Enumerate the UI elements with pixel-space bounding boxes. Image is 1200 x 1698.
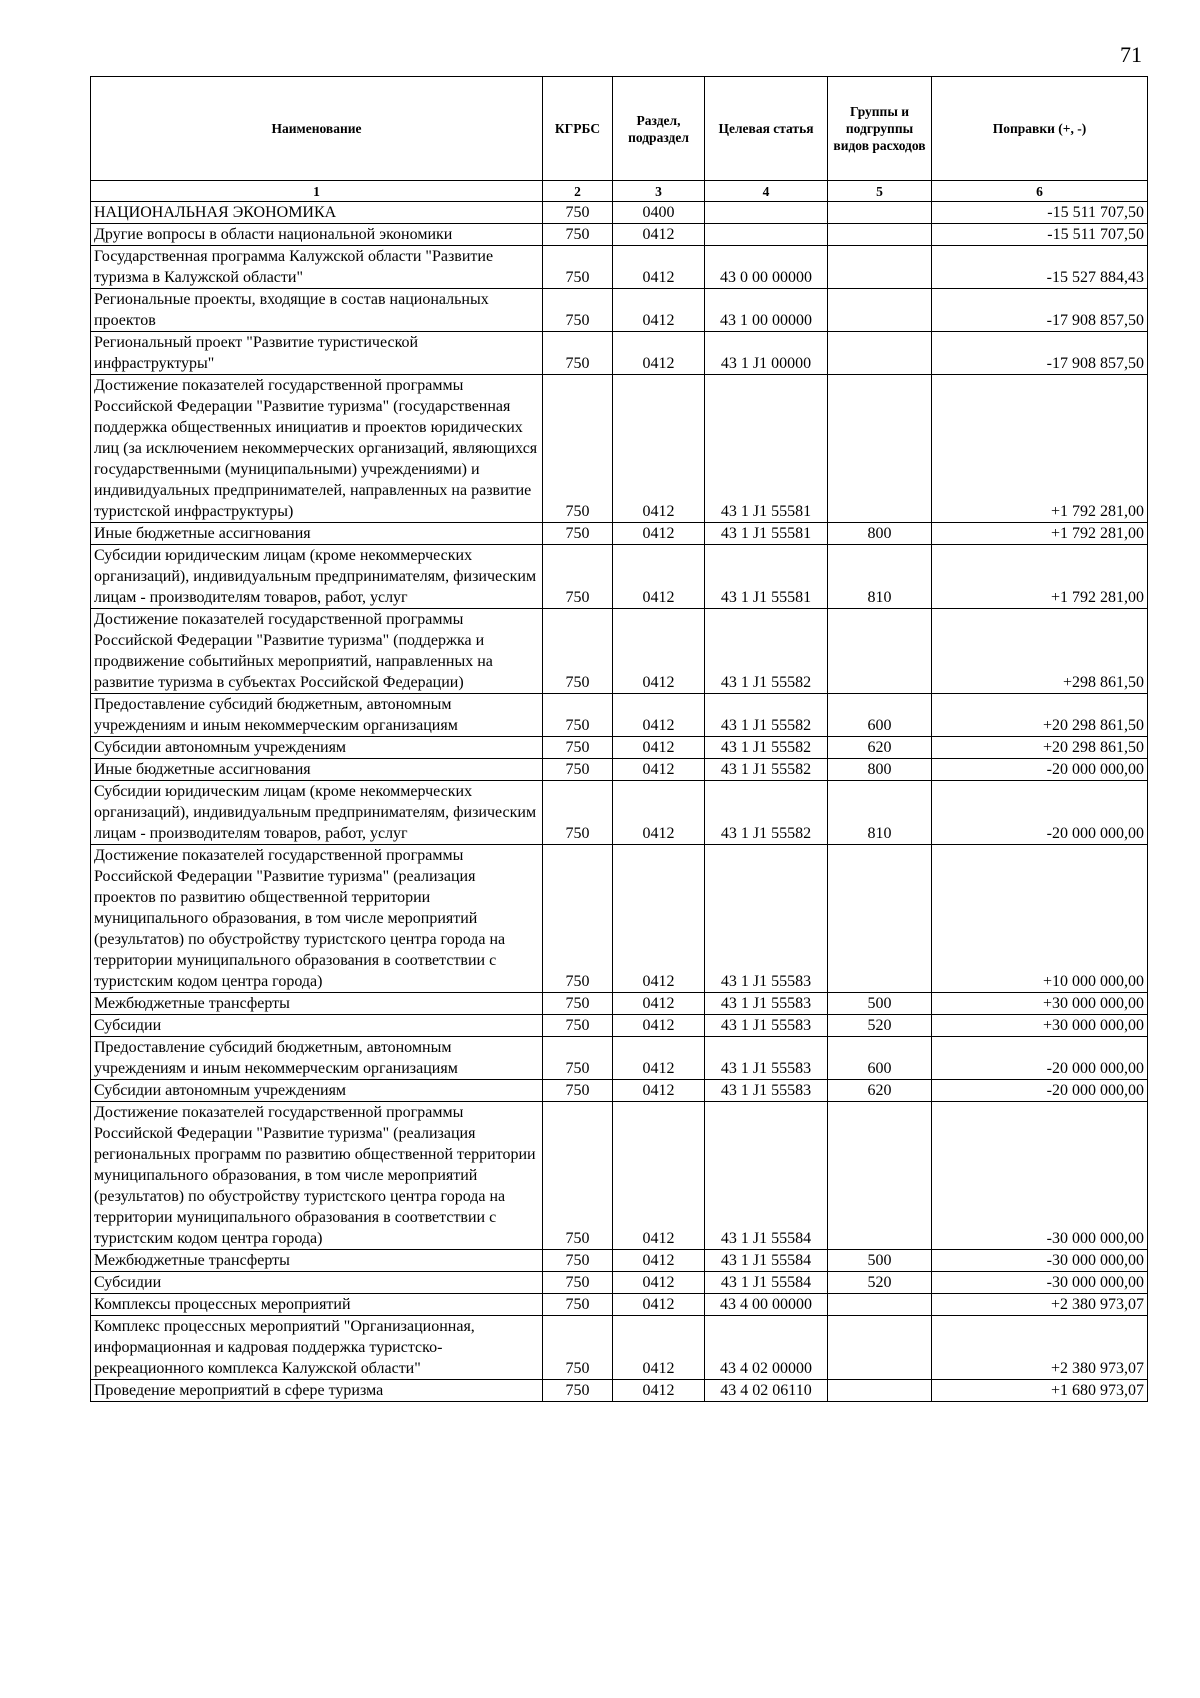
row-section: 0412: [613, 1015, 705, 1037]
table-row: [91, 694, 1148, 737]
table-body: [91, 202, 1148, 1402]
row-group: [828, 1380, 932, 1402]
table-row: [91, 523, 1148, 545]
row-name: Проведение мероприятий в сфере туризма: [91, 1380, 543, 1402]
header-amount: Поправки (+, -): [932, 77, 1148, 181]
row-section: 0412: [613, 781, 705, 845]
row-section: 0412: [613, 993, 705, 1015]
row-kgrbs: 750: [543, 1037, 613, 1080]
row-section: 0412: [613, 1294, 705, 1316]
table-row: [91, 993, 1148, 1015]
row-group: 800: [828, 759, 932, 781]
row-name: Достижение показателей государственной программы Российской Федерации "Развитие туризма" (поддержка и продвижение событийных мероприятий, направленных на развитие туризма в субъектах Российской Федерации): [91, 609, 543, 694]
row-kgrbs: 750: [543, 609, 613, 694]
row-name: Предоставление субсидий бюджетным, автономным учреждениям и иным некоммерческим организациям: [91, 694, 543, 737]
row-amount: +10 000 000,00: [932, 845, 1148, 993]
row-target: 43 1 00 00000: [705, 289, 828, 332]
row-name: НАЦИОНАЛЬНАЯ ЭКОНОМИКА: [91, 202, 543, 224]
header-target: Целевая статья: [705, 77, 828, 181]
header-row: [91, 77, 1148, 181]
row-target: 43 1 J1 55581: [705, 545, 828, 609]
row-name: Иные бюджетные ассигнования: [91, 523, 543, 545]
table-row: [91, 1080, 1148, 1102]
row-group: [828, 332, 932, 375]
row-group: [828, 1294, 932, 1316]
row-group: 520: [828, 1272, 932, 1294]
row-name: Субсидии: [91, 1272, 543, 1294]
row-name: Межбюджетные трансферты: [91, 1250, 543, 1272]
table-row: [91, 246, 1148, 289]
row-name: Субсидии: [91, 1015, 543, 1037]
row-name: Достижение показателей государственной программы Российской Федерации "Развитие туризма" (реализация проектов по развитию общественной территории муниципального образования, в том числе мероприятий (результатов) по обустройству туристского центра города на территории муниципального образования в соответствии с туристским кодом центра города): [91, 845, 543, 993]
row-kgrbs: 750: [543, 1272, 613, 1294]
row-name: Субсидии юридическим лицам (кроме некоммерческих организаций), индивидуальным предпринимателям, физическим лицам - производителям товаров, работ, услуг: [91, 545, 543, 609]
row-amount: -20 000 000,00: [932, 1080, 1148, 1102]
row-target: 43 1 J1 55583: [705, 1080, 828, 1102]
row-amount: +1 792 281,00: [932, 375, 1148, 523]
row-kgrbs: 750: [543, 523, 613, 545]
row-section: 0412: [613, 694, 705, 737]
row-section: 0412: [613, 737, 705, 759]
row-target: 43 1 J1 55583: [705, 993, 828, 1015]
row-target: 43 4 02 00000: [705, 1316, 828, 1380]
row-target: [705, 224, 828, 246]
row-target: 43 1 J1 55583: [705, 1037, 828, 1080]
row-name: Государственная программа Калужской области "Развитие туризма в Калужской области": [91, 246, 543, 289]
table-row: [91, 1015, 1148, 1037]
row-amount: +20 298 861,50: [932, 694, 1148, 737]
row-amount: +2 380 973,07: [932, 1294, 1148, 1316]
row-kgrbs: 750: [543, 737, 613, 759]
row-target: 43 1 J1 55581: [705, 523, 828, 545]
row-group: 810: [828, 545, 932, 609]
row-kgrbs: 750: [543, 781, 613, 845]
row-section: 0400: [613, 202, 705, 224]
row-kgrbs: 750: [543, 289, 613, 332]
row-section: 0412: [613, 845, 705, 993]
row-name: Межбюджетные трансферты: [91, 993, 543, 1015]
row-section: 0412: [613, 332, 705, 375]
row-amount: -20 000 000,00: [932, 781, 1148, 845]
row-amount: -17 908 857,50: [932, 332, 1148, 375]
row-target: 43 1 J1 55584: [705, 1272, 828, 1294]
table-row: [91, 1294, 1148, 1316]
column-number: 5: [828, 181, 932, 202]
row-target: 43 1 J1 55583: [705, 1015, 828, 1037]
table-row: [91, 1037, 1148, 1080]
row-section: 0412: [613, 1250, 705, 1272]
column-number: 3: [613, 181, 705, 202]
row-amount: -20 000 000,00: [932, 1037, 1148, 1080]
header-groups: Группы и подгруппы видов расходов: [828, 77, 932, 181]
row-name: Региональный проект "Развитие туристической инфраструктуры": [91, 332, 543, 375]
row-amount: +30 000 000,00: [932, 993, 1148, 1015]
table-row: [91, 289, 1148, 332]
header-section: Раздел, подраздел: [613, 77, 705, 181]
row-target: 43 1 J1 55581: [705, 375, 828, 523]
row-section: 0412: [613, 523, 705, 545]
row-section: 0412: [613, 545, 705, 609]
row-group: [828, 1102, 932, 1250]
row-section: 0412: [613, 1080, 705, 1102]
row-name: Субсидии автономным учреждениям: [91, 1080, 543, 1102]
row-amount: +2 380 973,07: [932, 1316, 1148, 1380]
row-name: Субсидии автономным учреждениям: [91, 737, 543, 759]
row-target: 43 4 02 06110: [705, 1380, 828, 1402]
row-target: 43 1 J1 55582: [705, 609, 828, 694]
row-amount: +1 680 973,07: [932, 1380, 1148, 1402]
row-target: 43 4 00 00000: [705, 1294, 828, 1316]
row-group: 520: [828, 1015, 932, 1037]
row-amount: -15 511 707,50: [932, 202, 1148, 224]
row-kgrbs: 750: [543, 375, 613, 523]
row-section: 0412: [613, 246, 705, 289]
table-row: [91, 759, 1148, 781]
row-kgrbs: 750: [543, 1080, 613, 1102]
row-section: 0412: [613, 1102, 705, 1250]
table-row: [91, 545, 1148, 609]
table-row: [91, 609, 1148, 694]
table-row: [91, 1102, 1148, 1250]
row-name: Комплекс процессных мероприятий "Организационная, информационная и кадровая поддержка туристско-рекреационного комплекса Калужской области": [91, 1316, 543, 1380]
header-name: Наименование: [91, 77, 543, 181]
row-target: 43 1 J1 55582: [705, 694, 828, 737]
row-target: 43 1 J1 55584: [705, 1250, 828, 1272]
row-target: 43 1 J1 55583: [705, 845, 828, 993]
row-section: 0412: [613, 1037, 705, 1080]
row-target: 43 0 00 00000: [705, 246, 828, 289]
row-group: 600: [828, 1037, 932, 1080]
row-kgrbs: 750: [543, 246, 613, 289]
row-amount: -20 000 000,00: [932, 759, 1148, 781]
row-name: Субсидии юридическим лицам (кроме некоммерческих организаций), индивидуальным предпринимателям, физическим лицам - производителям товаров, работ, услуг: [91, 781, 543, 845]
row-kgrbs: 750: [543, 1250, 613, 1272]
row-group: [828, 289, 932, 332]
row-kgrbs: 750: [543, 1015, 613, 1037]
row-amount: -30 000 000,00: [932, 1250, 1148, 1272]
row-name: Достижение показателей государственной программы Российской Федерации "Развитие туризма" (реализация региональных программ по развитию общественной территории муниципального образования, в том числе мероприятий (результатов) по обустройству туристского центра города на территории муниципального образования в соответствии с туристским кодом центра города): [91, 1102, 543, 1250]
header-kgrbs: КГРБС: [543, 77, 613, 181]
row-amount: +20 298 861,50: [932, 737, 1148, 759]
row-target: [705, 202, 828, 224]
column-number-row: [91, 181, 1148, 202]
budget-amendments-table: [90, 76, 1148, 1402]
row-kgrbs: 750: [543, 759, 613, 781]
table-row: [91, 1380, 1148, 1402]
table-row: [91, 375, 1148, 523]
row-target: 43 1 J1 55582: [705, 781, 828, 845]
row-target: 43 1 J1 55584: [705, 1102, 828, 1250]
row-section: 0412: [613, 224, 705, 246]
table-row: [91, 1316, 1148, 1380]
row-kgrbs: 750: [543, 1316, 613, 1380]
column-number: 1: [91, 181, 543, 202]
row-kgrbs: 750: [543, 694, 613, 737]
row-amount: -30 000 000,00: [932, 1272, 1148, 1294]
row-group: [828, 1316, 932, 1380]
row-amount: +30 000 000,00: [932, 1015, 1148, 1037]
row-kgrbs: 750: [543, 1294, 613, 1316]
table-row: [91, 845, 1148, 993]
row-section: 0412: [613, 759, 705, 781]
row-kgrbs: 750: [543, 545, 613, 609]
column-number: 6: [932, 181, 1148, 202]
column-number: 2: [543, 181, 613, 202]
row-name: Предоставление субсидий бюджетным, автономным учреждениям и иным некоммерческим организациям: [91, 1037, 543, 1080]
row-section: 0412: [613, 609, 705, 694]
row-section: 0412: [613, 1380, 705, 1402]
row-target: 43 1 J1 55582: [705, 737, 828, 759]
row-group: [828, 845, 932, 993]
row-group: 500: [828, 1250, 932, 1272]
row-section: 0412: [613, 289, 705, 332]
row-group: 500: [828, 993, 932, 1015]
table-row: [91, 781, 1148, 845]
row-group: [828, 375, 932, 523]
table-row: [91, 224, 1148, 246]
row-group: [828, 224, 932, 246]
row-target: 43 1 J1 55582: [705, 759, 828, 781]
page-number: 71: [1120, 42, 1142, 67]
row-amount: -15 511 707,50: [932, 224, 1148, 246]
row-section: 0412: [613, 1316, 705, 1380]
row-group: 620: [828, 1080, 932, 1102]
row-target: 43 1 J1 00000: [705, 332, 828, 375]
row-group: [828, 246, 932, 289]
row-amount: +1 792 281,00: [932, 545, 1148, 609]
row-name: Региональные проекты, входящие в состав национальных проектов: [91, 289, 543, 332]
row-name: Комплексы процессных мероприятий: [91, 1294, 543, 1316]
table-row: [91, 202, 1148, 224]
row-group: 600: [828, 694, 932, 737]
row-amount: +1 792 281,00: [932, 523, 1148, 545]
column-number: 4: [705, 181, 828, 202]
table-row: [91, 1272, 1148, 1294]
row-amount: +298 861,50: [932, 609, 1148, 694]
table-row: [91, 1250, 1148, 1272]
row-kgrbs: 750: [543, 845, 613, 993]
row-group: [828, 609, 932, 694]
row-amount: -17 908 857,50: [932, 289, 1148, 332]
table-row: [91, 332, 1148, 375]
row-name: Достижение показателей государственной программы Российской Федерации "Развитие туризма" (государственная поддержка общественных инициатив и проектов юридических лиц (за исключением некоммерческих организаций, являющихся государственными (муниципальными) учреждениями) и индивидуальных предпринимателей, направленных на развитие туристской инфраструктуры): [91, 375, 543, 523]
row-group: [828, 202, 932, 224]
row-amount: -15 527 884,43: [932, 246, 1148, 289]
row-section: 0412: [613, 375, 705, 523]
row-kgrbs: 750: [543, 332, 613, 375]
row-kgrbs: 750: [543, 1102, 613, 1250]
row-kgrbs: 750: [543, 224, 613, 246]
row-amount: -30 000 000,00: [932, 1102, 1148, 1250]
row-kgrbs: 750: [543, 1380, 613, 1402]
row-kgrbs: 750: [543, 993, 613, 1015]
row-group: 620: [828, 737, 932, 759]
row-group: 800: [828, 523, 932, 545]
row-kgrbs: 750: [543, 202, 613, 224]
table-row: [91, 737, 1148, 759]
row-name: Иные бюджетные ассигнования: [91, 759, 543, 781]
row-section: 0412: [613, 1272, 705, 1294]
row-group: 810: [828, 781, 932, 845]
row-name: Другие вопросы в области национальной экономики: [91, 224, 543, 246]
